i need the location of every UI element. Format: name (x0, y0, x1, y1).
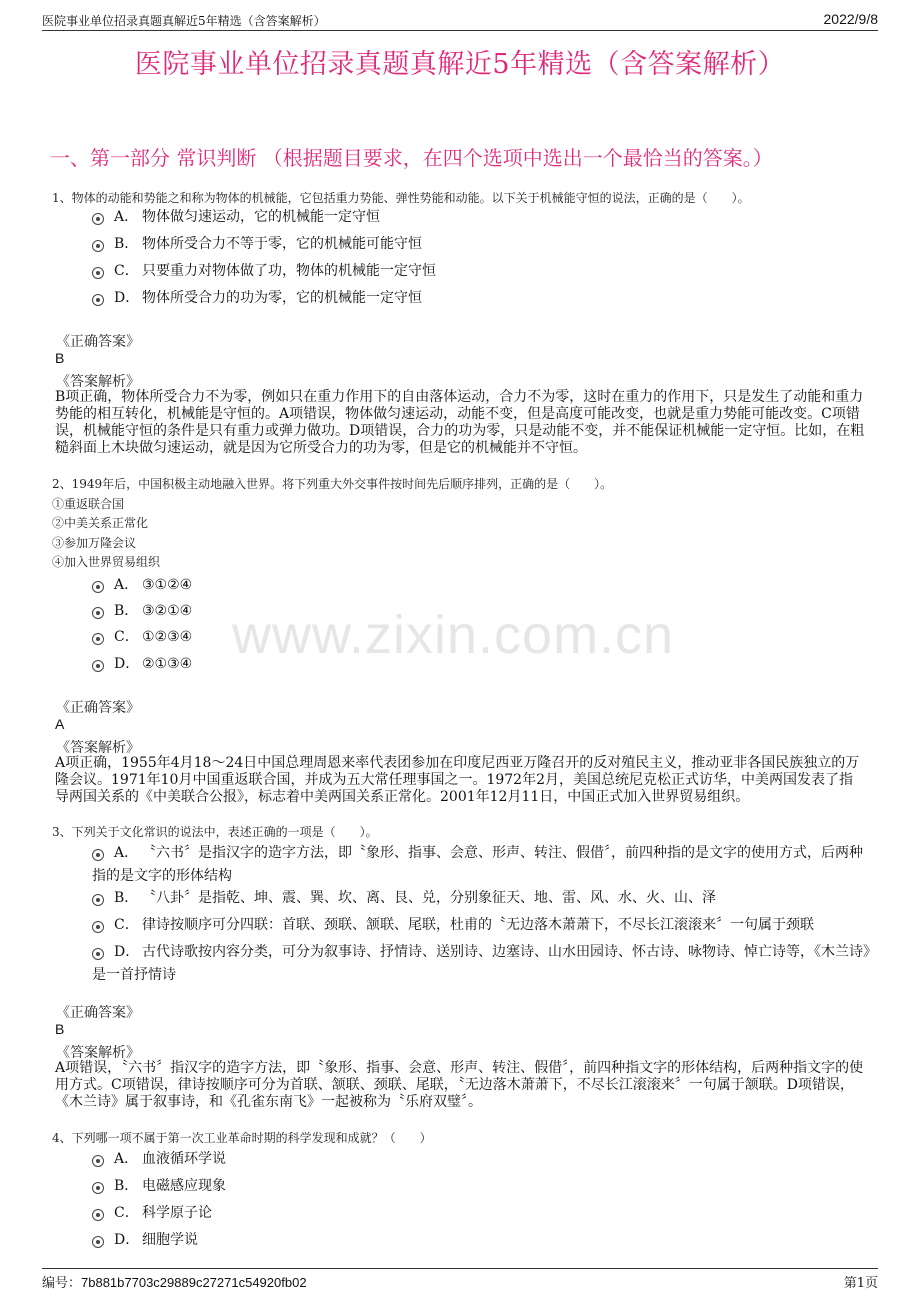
q1-explanation: B项正确，物体所受合力不为零，例如只在重力作用下的自由落体运动，合力不为零，这时在重力的作用下，只是发生了动能和重力势能的相互转化，机械能是守恒的。A项错误，物体做匀速运动，动能不变，但是高度可能改变，也就是重力势能可能改变。C项错误，机械能守恒的条件是只有重力或弹力做功。D项错误，合力的功为零，只是动能不变，并不能保证机械能一定守恒。比如，在粗糙斜面上木块做匀速运动，就是因为它所受合力的功为零，但是它的机械能并不守恒。 (55, 389, 865, 456)
radio-icon[interactable] (92, 633, 104, 645)
footer-document-id: 编号：7b881b7703c29889c27271c54920fb02 (42, 1275, 307, 1290)
question-3-stem: 3、下列关于文化常识的说法中，表述正确的一项是（ ）。 (52, 825, 378, 839)
footer-page-number: 第1页 (843, 1276, 878, 1291)
q1-answer: B (55, 350, 65, 366)
q2-explanation: A项正确，1955年4月18～24日中国总理周恩来率代表团参加在印度尼西亚万隆召开的反对殖民主义，推动亚非各国民族独立的万隆会议。1971年10月中国重返联合国，并成为五大常任理事国之一。1972年2月，美国总统尼克松正式访华，中美两国发表了指导两国关系的《中美联合公报》，标志着中美两国关系正常化。2001年12月11日，中国正式加入世界贸易组织。 (55, 755, 860, 805)
q1-answer-label: 《正确答案》 (56, 334, 140, 350)
q2-answer: A (55, 716, 65, 732)
q3-option-b[interactable]: B． 〝八卦〞是指乾、坤、震、巽、坎、离、艮、兑，分别象征天、地、雷、风、水、火、山、泽 (92, 887, 872, 910)
question-1-stem: 1、物体的动能和势能之和称为物体的机械能，它包括重力势能、弹性势能和动能。以下关于机械能守恒的说法，正确的是（ ）。 (52, 191, 750, 205)
q3-answer: B (55, 1021, 65, 1037)
q1-option-c[interactable]: C． 只要重力对物体做了功，物体的机械能一定守恒 (92, 260, 872, 283)
radio-icon[interactable] (92, 1155, 104, 1167)
q2-option-d[interactable]: D． ②①③④ (92, 653, 872, 676)
question-4-stem: 4、下列哪一项不属于第一次工业革命时期的科学发现和成就？（ ） (52, 1131, 432, 1145)
q2-item: ③参加万隆会议 (52, 536, 137, 550)
radio-icon[interactable] (92, 267, 104, 279)
q3-option-d[interactable]: D． 古代诗歌按内容分类，可分为叙事诗、抒情诗、送别诗、边塞诗、山水田园诗、怀古诗、咏物诗、悼亡诗等，《木兰诗》是一首抒情诗 (92, 944, 870, 983)
radio-icon[interactable] (92, 948, 104, 960)
q3-option-a[interactable]: A． 〝六书〞是指汉字的造字方法，即〝象形、指事、会意、形声、转注、假借〞，前四种指的是文字的使用方式，后两种指的是文字的形体结构 (92, 845, 863, 884)
q2-option-a[interactable]: A． ③①②④ (92, 574, 872, 597)
q2-item: ④加入世界贸易组织 (52, 555, 161, 569)
q2-option-b[interactable]: B． ③②①④ (92, 600, 872, 623)
radio-icon[interactable] (92, 294, 104, 306)
radio-icon[interactable] (92, 894, 104, 906)
header-doc-title: 医院事业单位招录真题真解近5年精选（含答案解析） (42, 14, 326, 28)
page-title: 医院事业单位招录真题真解近5年精选（含答案解析） (134, 49, 786, 80)
q1-option-a[interactable]: A． 物体做匀速运动，它的机械能一定守恒 (92, 206, 872, 229)
radio-icon[interactable] (92, 1236, 104, 1248)
q4-option-c[interactable]: C． 科学原子论 (92, 1202, 872, 1225)
radio-icon[interactable] (92, 1182, 104, 1194)
q1-option-d[interactable]: D． 物体所受合力的功为零，它的机械能一定守恒 (92, 287, 872, 310)
q3-explanation: A项错误，〝六书〞指汉字的造字方法，即〝象形、指事、会意、形声、转注、假借〞，前四种指文字的形体结构，后两种指文字的使用方式。C项错误，律诗按顺序可分为首联、颔联、颈联、尾联，〝无边落木萧萧下，不尽长江滚滚来〞一句属于颔联。D项错误，《木兰诗》属于叙事诗，和《孔雀东南飞》一起被称为〝乐府双璧〞。 (55, 1060, 864, 1110)
q3-answer-label: 《正确答案》 (56, 1005, 140, 1021)
question-2-stem: 2、1949年后，中国积极主动地融入世界。将下列重大外交事件按时间先后顺序排列，正确的是（ ）。 (52, 477, 613, 491)
q3-explanation-label: 《答案解析》 (56, 1045, 140, 1061)
q3-option-c[interactable]: C． 律诗按顺序可分四联：首联、颈联、颔联、尾联，杜甫的〝无边落木萧萧下，不尽长江滚滚来〞一句属于颈联 (92, 914, 872, 937)
radio-icon[interactable] (92, 921, 104, 933)
radio-icon[interactable] (92, 581, 104, 593)
q2-item: ①重返联合国 (52, 497, 125, 511)
radio-icon[interactable] (92, 660, 104, 672)
q2-answer-label: 《正确答案》 (56, 700, 140, 716)
q2-option-c[interactable]: C． ①②③④ (92, 626, 872, 649)
q1-explanation-label: 《答案解析》 (56, 374, 140, 390)
page-header (42, 10, 878, 31)
q1-option-b[interactable]: B． 物体所受合力不等于零，它的机械能可能守恒 (92, 233, 872, 256)
q4-option-b[interactable]: B． 电磁感应现象 (92, 1175, 872, 1198)
q4-option-a[interactable]: A． 血液循环学说 (92, 1148, 872, 1171)
header-date: 2022/9/8 (823, 11, 878, 27)
q4-option-d[interactable]: D． 细胞学说 (92, 1229, 872, 1252)
radio-icon[interactable] (92, 213, 104, 225)
radio-icon[interactable] (92, 240, 104, 252)
radio-icon[interactable] (92, 849, 104, 861)
page-footer (42, 1268, 878, 1291)
q2-item: ②中美关系正常化 (52, 516, 149, 530)
radio-icon[interactable] (92, 1209, 104, 1221)
q2-explanation-label: 《答案解析》 (56, 740, 140, 756)
watermark: www.zixin.com.cn (232, 605, 675, 665)
section-heading: 一、第一部分 常识判断 （根据题目要求，在四个选项中选出一个最恰当的答案。） (50, 146, 773, 170)
radio-icon[interactable] (92, 607, 104, 619)
